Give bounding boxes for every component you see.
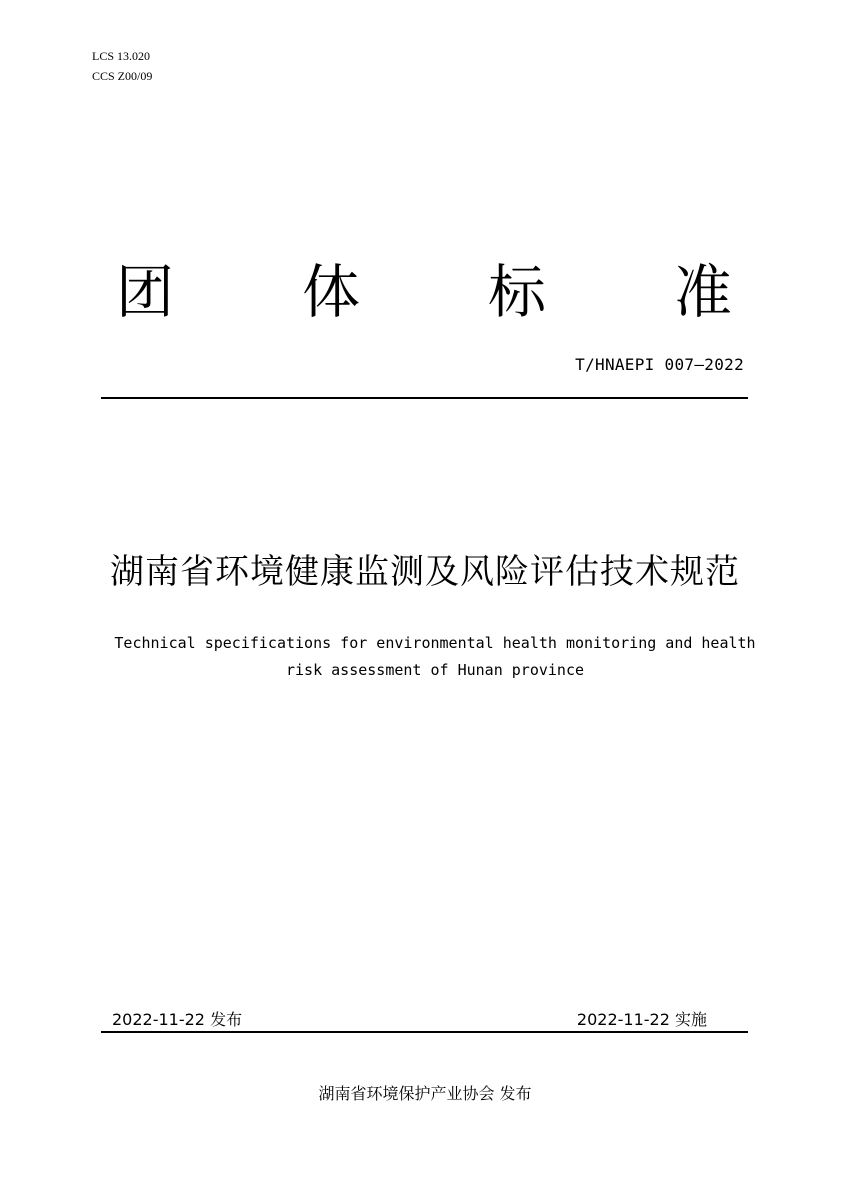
english-title-line-1: Technical specifications for environmental health monitoring and health — [114, 634, 756, 652]
issue-date: 2022-11-22 发布 — [112, 1010, 243, 1029]
standard-type-char: 体 — [301, 258, 360, 326]
standard-number: T/HNAEPI 007—2022 — [575, 355, 744, 374]
standard-type-char: 团 — [115, 258, 174, 326]
chinese-title: 湖南省环境健康监测及风险评估技术规范 — [110, 552, 740, 592]
classification-codes — [92, 46, 152, 86]
ics-code: LCS 13.020 — [92, 49, 151, 63]
ccs-code: CCS Z00/09 — [92, 69, 153, 83]
standard-type-char: 准 — [673, 258, 732, 326]
top-divider — [101, 397, 748, 399]
bottom-divider — [101, 1031, 748, 1033]
standard-type-heading — [100, 258, 748, 326]
english-title-line-2: risk assessment of Hunan province — [285, 661, 584, 679]
english-title — [0, 630, 850, 684]
implementation-date: 2022-11-22 实施 — [576, 1010, 707, 1029]
standard-type-char: 标 — [487, 258, 546, 326]
publisher: 湖南省环境保护产业协会 发布 — [318, 1084, 532, 1103]
